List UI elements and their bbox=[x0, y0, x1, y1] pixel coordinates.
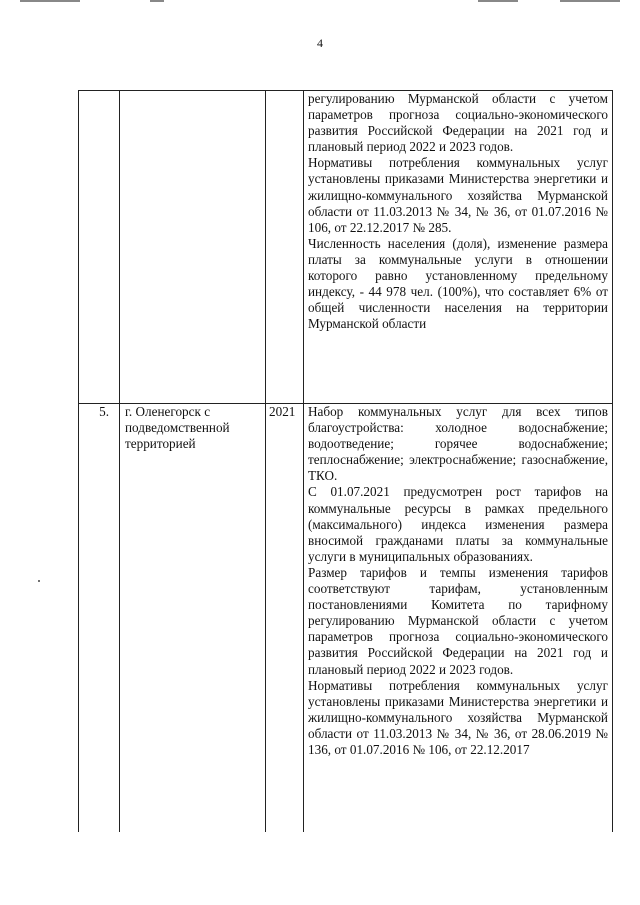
paragraph: Размер тарифов и темпы изменения тарифов соответствуют тарифам, установленным постановлениями Комитета по тарифному регулированию Мурманской области с учетом параметров прогноза социально-экономического развития Российской Федерации на 2021 год и плановый период 2022 и 2023 годов. bbox=[308, 564, 608, 677]
paragraph: С 01.07.2021 предусмотрен рост тарифов на коммунальные ресурсы в рамках предельного (максимального) индекса изменения размера вносимой гражданами платы за коммунальные услуги в муниципальных образованиях. bbox=[308, 484, 608, 564]
paragraph: Нормативы потребления коммунальных услуг установлены приказами Министерства энергетики и жилищно-коммунального хозяйства Мурманской области от 11.03.2013 № 34, № 36, от 28.06.2019 № 136, от 01.07.2016 № 106, от 22.12.2017 bbox=[308, 677, 608, 757]
year-cell bbox=[266, 91, 304, 404]
municipality-cell bbox=[120, 91, 266, 404]
municipality-cell: г. Оленегорск с подведомственной территорией bbox=[120, 404, 266, 833]
table-row bbox=[79, 404, 613, 833]
row-number-cell bbox=[79, 91, 120, 404]
paragraph: Нормативы потребления коммунальных услуг установлены приказами Министерства энергетики и жилищно-коммунального хозяйства Мурманской области от 11.03.2013 № 34, № 36, от 01.07.2016 № 106, от 22.12.2017 № 285. bbox=[308, 155, 608, 235]
table-row bbox=[79, 91, 613, 404]
document-table bbox=[78, 90, 613, 832]
paragraph: регулированию Мурманской области с учетом параметров прогноза социально-экономического развития Российской Федерации на 2021 год и плановый период 2022 и 2023 годов. bbox=[308, 91, 608, 155]
row-number-cell: 5. bbox=[79, 404, 120, 833]
scan-edge-marks bbox=[0, 0, 640, 4]
description-cell bbox=[304, 91, 613, 404]
paragraph: Численность населения (доля), изменение размера платы за коммунальные услуги в отношении которого равно установленному предельному индексу, - 44 978 чел. (100%), что составляет 6% от общей численности населения на территории Мурманской области bbox=[308, 235, 608, 332]
page-number: 4 bbox=[317, 36, 323, 50]
paragraph: Набор коммунальных услуг для всех типов благоустройства: холодное водоснабжение; водоотведение; горячее водоснабжение; теплоснабжение; электроснабжение; газоснабжение, ТКО. bbox=[308, 404, 608, 484]
year-cell: 2021 bbox=[266, 404, 304, 833]
description-cell bbox=[304, 404, 613, 833]
scan-dot bbox=[38, 580, 40, 582]
